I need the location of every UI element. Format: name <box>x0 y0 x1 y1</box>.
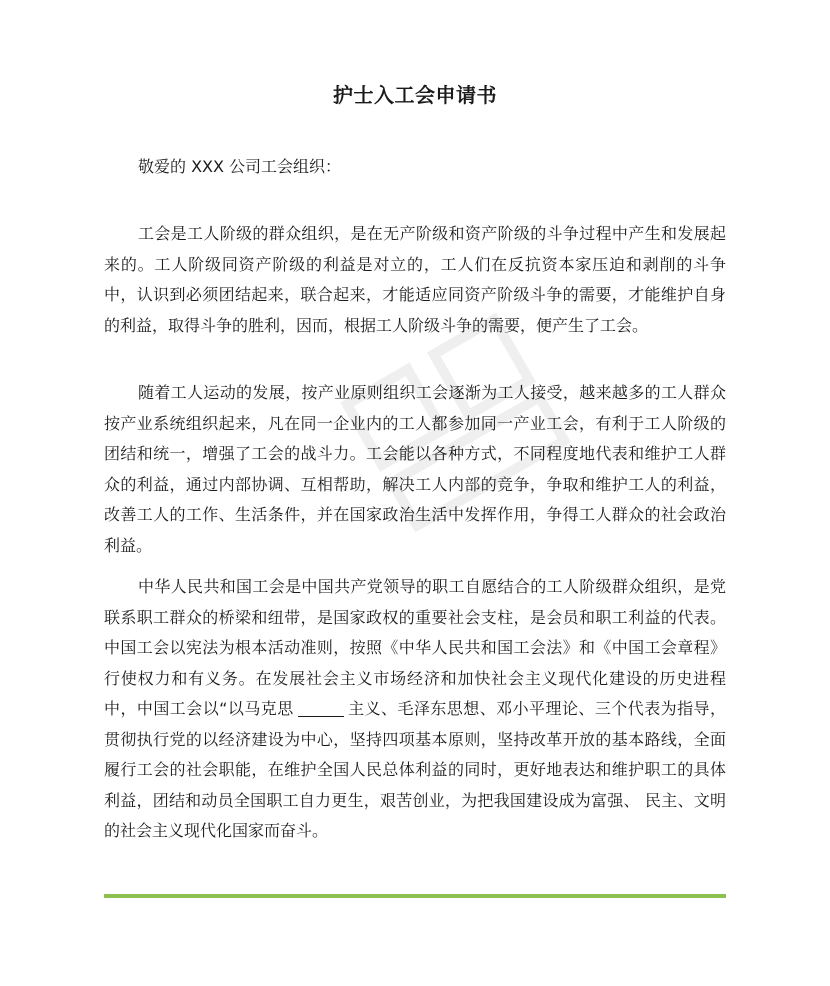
salutation: 敬爱的 XXX 公司工会组织： <box>138 157 342 176</box>
paragraph-3-part-1: 中华人民共和国工会是中国共产党领导的职工自愿结合的工人阶级群众组织，是党联系职工群众的桥梁和纽带，是国家政权的重要社会支柱，是会员和职工利益的代表。中国工会以宪法为根本活动准则，按照《中华人民共和国工会法》和《中国工会章程》行使权力和有义务。在发展社会主义市场经济和加快社会主义现代化建设的历史进程中，中国工会以“以马克思 <box>104 577 726 718</box>
document-title: 护士入工会申请书 <box>333 83 497 107</box>
paragraph-3 <box>104 572 726 847</box>
paragraph-2: 随着工人运动的发展，按产业原则组织工会逐渐为工人接受，越来越多的工人群众按产业系统组织起来，凡在同一企业内的工人都参加同一产业工会，有利于工人阶级的团结和统一，增强了工会的战斗力。工会能以各种方式，不同程度地代表和维护工人群众的利益，通过内部协调、互相帮助，解决工人内部的竞争，争取和维护工人的利益，改善工人的工作、生活条件，并在国家政治生活中发挥作用，争得工人群众的社会政治利益。 <box>104 383 726 555</box>
paragraph-1: 工会是工人阶级的群众组织，是在无产阶级和资产阶级的斗争过程中产生和发展起来的。工人阶级同资产阶级的利益是对立的，工人们在反抗资本家压迫和剥削的斗争中，认识到必须团结起来，联合起来，才能适应同资产阶级斗争的需要，才能维护自身的利益，取得斗争的胜利，因而，根据工人阶级斗争的需要，便产生了工会。 <box>104 224 726 335</box>
paragraph-3-part-2: 主义、毛泽东思想、邓小平理论、三个代表为指导，贯彻执行党的以经济建设为中心，坚持四项基本原则，坚持改革开放的基本路线，全面履行工会的社会职能，在维护全国人民总体利益的同时，更好地表达和维护职工的具体利益，团结和动员全国职工自力更生，艰苦创业，为把我国建设成为富强、 民主、文明的社会主义现代化国家而奋斗。 <box>104 699 726 840</box>
footer-divider <box>104 894 726 898</box>
fill-in-blank <box>298 700 344 717</box>
